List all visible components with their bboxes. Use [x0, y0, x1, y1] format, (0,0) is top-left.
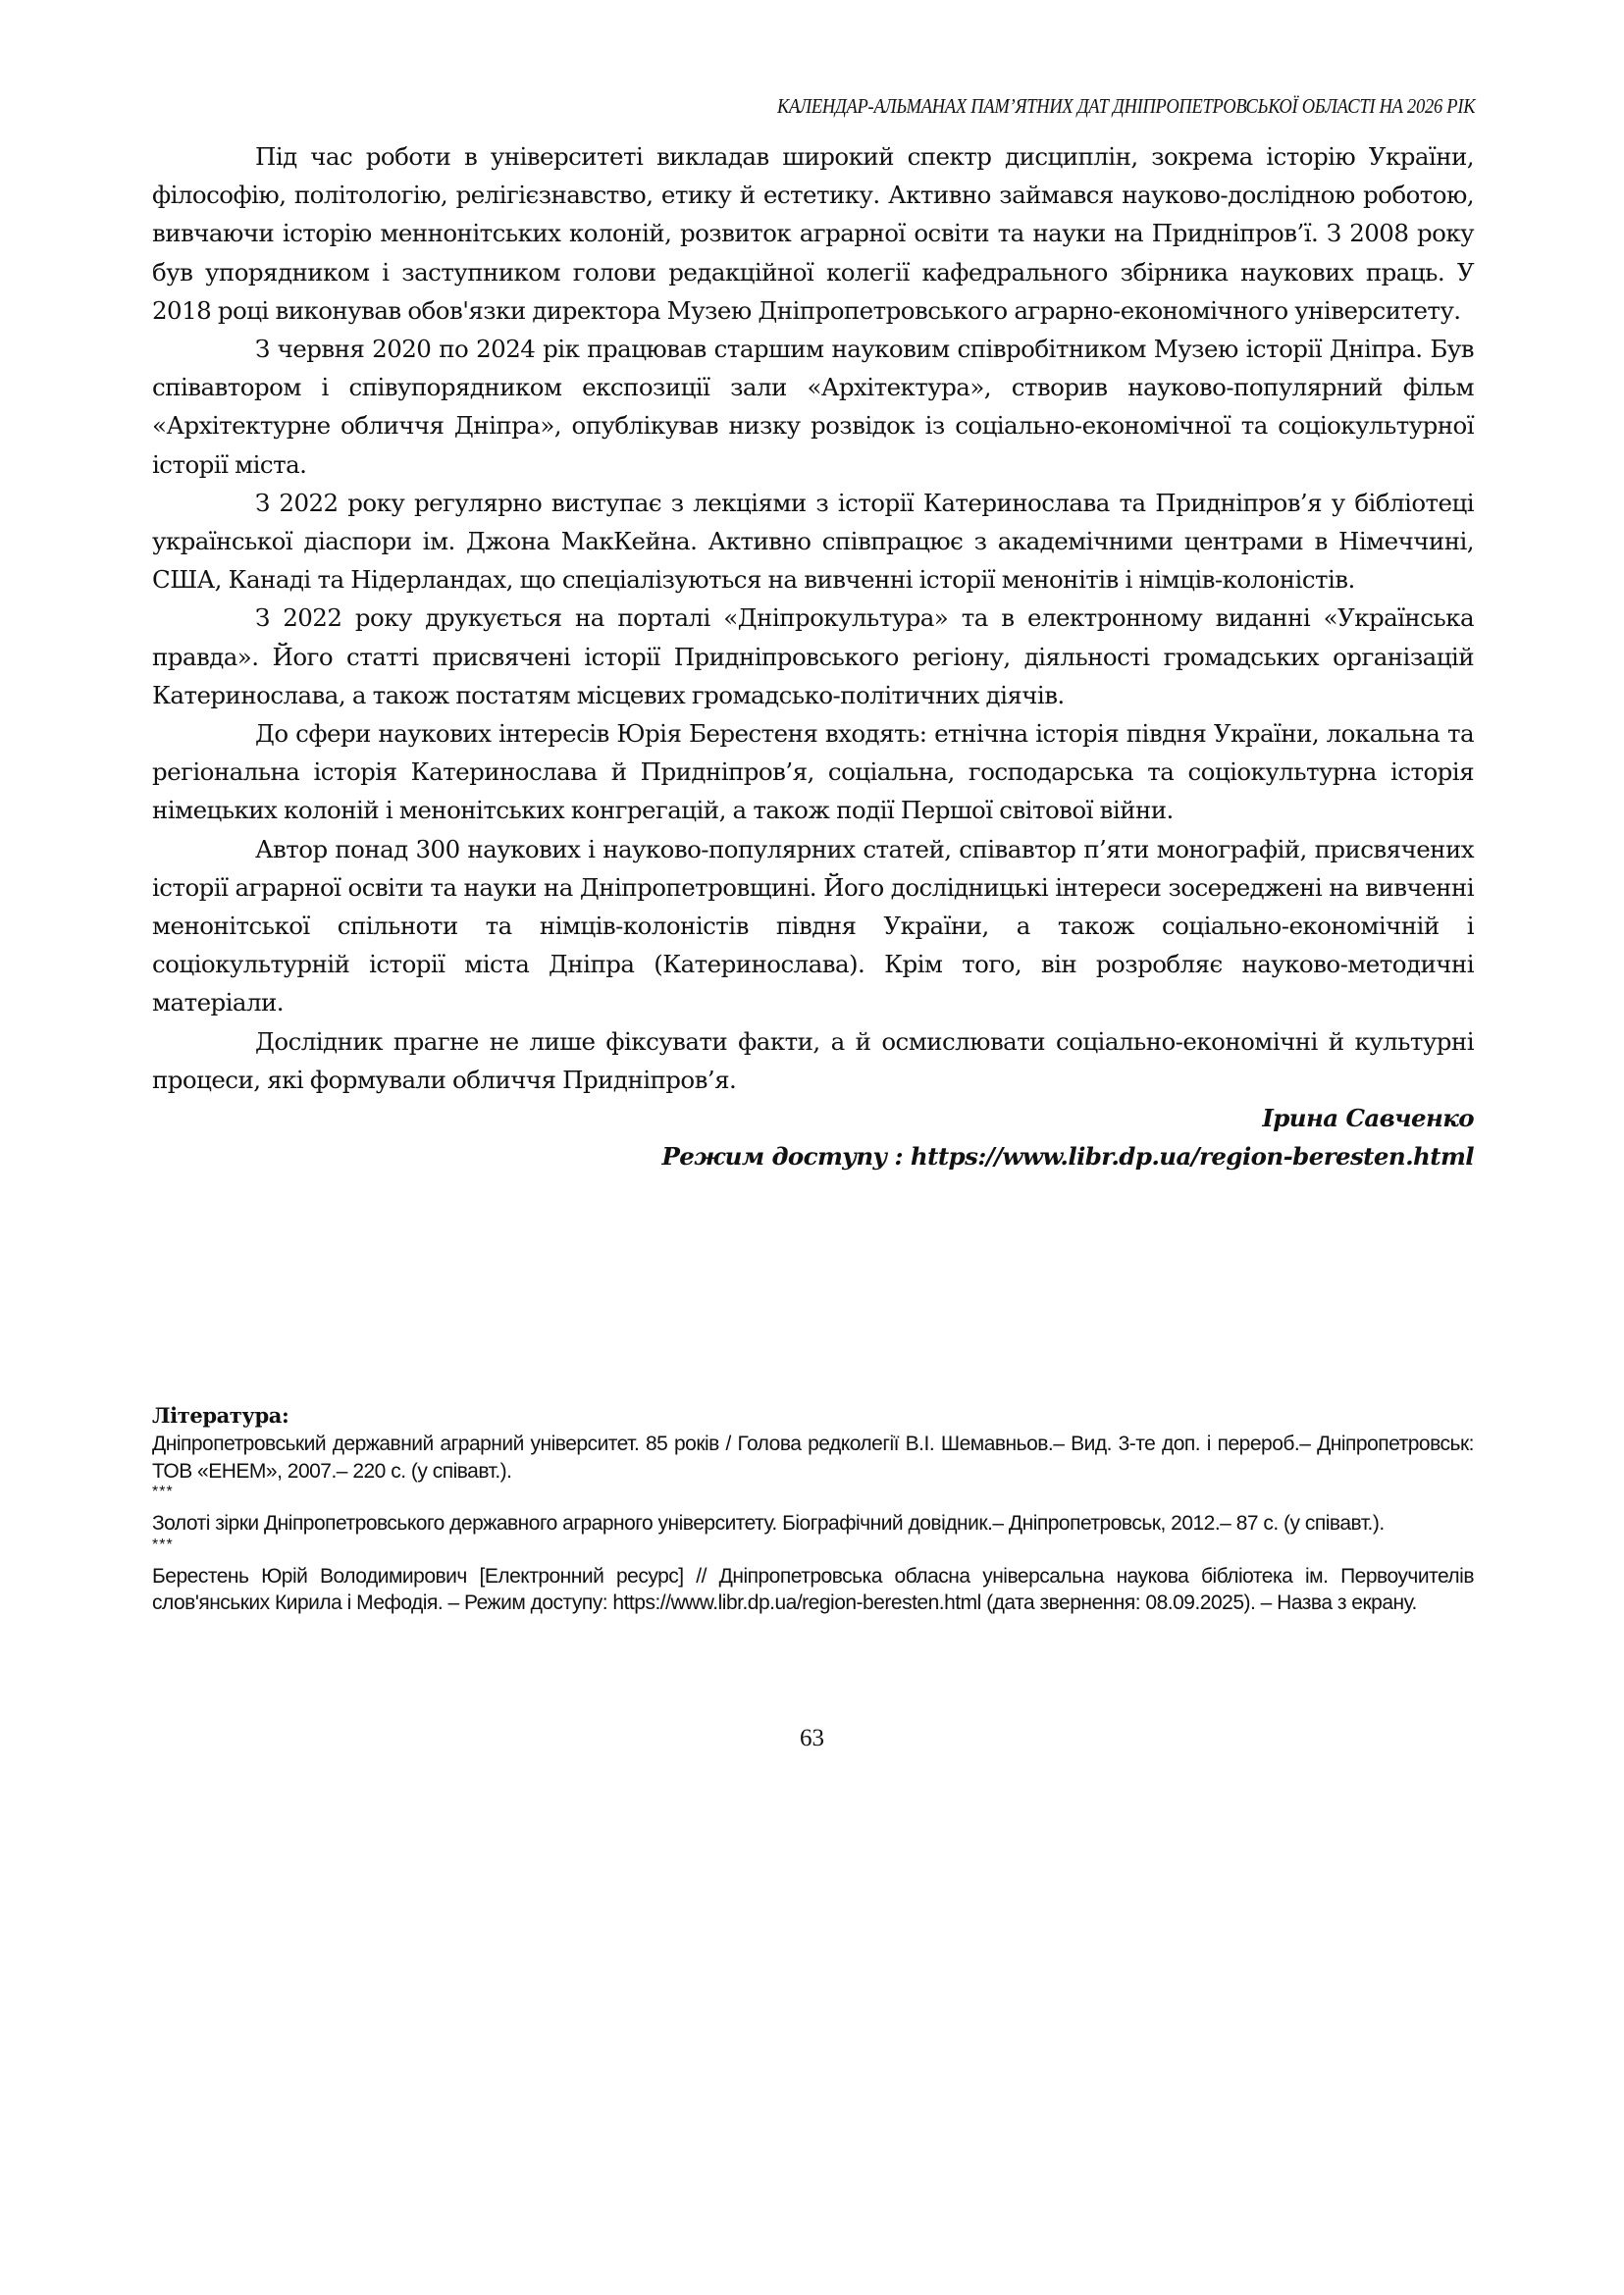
access-link[interactable]: Режим доступу : https://www.libr.dp.ua/region-beresten.html — [661, 1142, 1474, 1172]
references-section — [152, 1403, 1474, 1617]
page-number: 63 — [800, 1725, 824, 1751]
paragraph: З 2022 року друкується на порталі «Дніпрокультура» та в електронному виданні «Українська правда». Його статті присвячені історії Придніпровського регіону, діяльності громадських організацій Катеринослава, а також постатям місцевих громадсько-політичних діячів. — [152, 603, 1474, 709]
reference-item: Золоті зірки Дніпропетровського державного аграрного університету. Біографічний довідник.– Дніпропетровськ, 2012.– 87 с. (у співавт.). — [152, 1512, 1385, 1535]
author-signature: Ірина Савченко — [1262, 1104, 1474, 1133]
paragraph: Під час роботи в університеті викладав широкий спектр дисциплін, зокрема історію України, філософію, політологію, релігієзнавство, етику й естетику. Активно займався науково-дослідною роботою, вивчаючи історію меннонітських колоній, розвиток аграрної освіти та науки на Придніпров’ї. З 2008 року був упорядником і заступником голови редакційної колегії кафедрального збірника наукових праць. У 2018 році виконував обов'язки директора Музею Дніпропетровського аграрно-економічного університету. — [152, 142, 1474, 325]
reference-separator: *** — [152, 1484, 174, 1500]
paragraph: Дослідник прагне не лише фіксувати факти, а й осмислювати соціально-економічні й культурні процеси, які формували обличчя Придніпров’я. — [152, 1026, 1474, 1094]
paragraph: До сфери наукових інтересів Юрія Берестеня входять: етнічна історія півдня України, локальна та регіональна історія Катеринослава й Придніпров’я, соціальна, господарська та соціокультурна історія німецьких колоній і менонітських конгрегацій, а також події Першої світової війни. — [152, 719, 1474, 825]
running-header: КАЛЕНДАР-АЛЬМАНАХ ПАМ’ЯТНИХ ДАТ ДНІПРОПЕТРОВСЬКОЇ ОБЛАСТІ НА 2026 РІК — [776, 94, 1475, 118]
reference-item: Берестень Юрій Володимирович [Електронний ресурс] // Дніпропетровська обласна універсальна наукова бібліотека ім. Первоучителів слов'янських Кирила і Мефодія. – Режим доступу: https://www.libr.dp.ua/region-beresten.html (дата звернення: 08.09.2025). – Назва з екрану. — [152, 1564, 1474, 1614]
paragraph: З червня 2020 по 2024 рік працював старшим науковим співробітником Музею історії Дніпра. Був співавтором і співупорядником експозиції зали «Архітектура», створив науково-популярний фільм «Архітектурне обличчя Дніпра», опублікував низку розвідок із соціально-економічної та соціокультурної історії міста. — [152, 335, 1474, 479]
reference-separator: *** — [152, 1536, 174, 1553]
paragraph: З 2022 року регулярно виступає з лекціями з історії Катеринослава та Придніпров’я у бібліотеці української діаспори ім. Джона МакКейна. Активно співпрацює з академічними центрами в Німеччині, США, Канаді та Нідерландах, що спеціалізуються на вивченні історії менонітів і німців-колоністів. — [152, 488, 1474, 595]
references-heading: Література: — [152, 1403, 289, 1428]
article-body — [152, 137, 1474, 1175]
paragraph: Автор понад 300 наукових і науково-популярних статей, співавтор п’яти монографій, присвячених історії аграрної освіти та науки на Дніпропетровщині. Його дослідницькі інтереси зосереджені на вивченні менонітської спільноти та німців-колоністів півдня України, а також соціально-економічній і соціокультурній історії міста Дніпра (Катеринослава). Крім того, він розробляє науково-методичні матеріали. — [152, 834, 1474, 1017]
reference-item: Дніпропетровський державний аграрний університет. 85 років / Голова редколегії В.І. Шемавньов.– Вид. 3-те доп. і перероб.– Дніпропетровськ: ТОВ «ЕНЕМ», 2007.– 220 с. (у співавт.). — [152, 1433, 1474, 1483]
